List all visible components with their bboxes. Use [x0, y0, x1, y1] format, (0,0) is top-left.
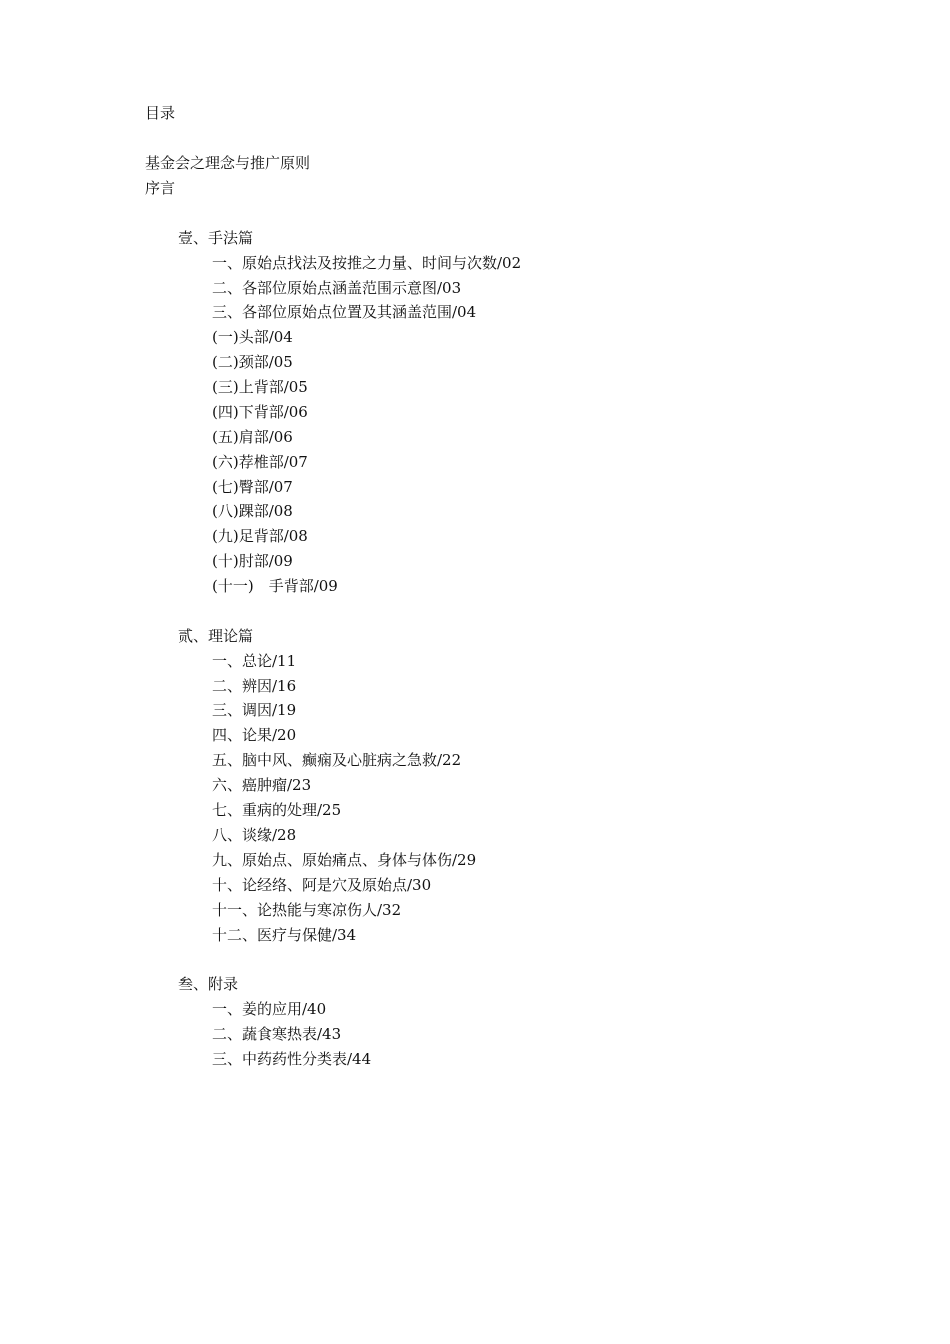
toc-title: 目录 [145, 104, 176, 122]
toc-entry: 十一、论热能与寒凉伤人/32 [212, 901, 402, 919]
toc-entry: (三)上背部/05 [212, 378, 308, 396]
toc-entry: 十、论经络、阿是穴及原始点/30 [212, 876, 432, 894]
front-matter-item: 基金会之理念与推广原则 [145, 154, 311, 172]
section-heading: 叁、附录 [178, 975, 239, 993]
toc-entry: (六)荐椎部/07 [212, 453, 308, 471]
toc-entry: 五、脑中风、癫痫及心脏病之急救/22 [212, 751, 462, 769]
toc-entry: 二、蔬食寒热表/43 [212, 1025, 342, 1043]
toc-entry: (十一) 手背部/09 [212, 577, 338, 595]
toc-entry: 十二、医疗与保健/34 [212, 926, 357, 944]
toc-entry: 一、姜的应用/40 [212, 1000, 327, 1018]
toc-entry: (一)头部/04 [212, 328, 293, 346]
toc-entry: 三、中药药性分类表/44 [212, 1050, 372, 1068]
toc-entry: (九)足背部/08 [212, 527, 308, 545]
toc-entry: 二、各部位原始点涵盖范围示意图/03 [212, 279, 462, 297]
toc-entry: (七)臀部/07 [212, 478, 293, 496]
toc-entry: 一、原始点找法及按推之力量、时间与次数/02 [212, 254, 522, 272]
toc-entry: (二)颈部/05 [212, 353, 293, 371]
toc-entry: (十)肘部/09 [212, 552, 293, 570]
section-heading: 壹、手法篇 [178, 229, 254, 247]
toc-entry: 一、总论/11 [212, 652, 297, 670]
toc-entry: 三、调因/19 [212, 701, 297, 719]
section-heading: 贰、理论篇 [178, 627, 254, 645]
toc-entry: 七、重病的处理/25 [212, 801, 342, 819]
toc-entry: 四、论果/20 [212, 726, 297, 744]
toc-entry: 二、辨因/16 [212, 677, 297, 695]
front-matter-item: 序言 [145, 179, 176, 197]
toc-entry: (四)下背部/06 [212, 403, 308, 421]
toc-entry: 六、癌肿瘤/23 [212, 776, 312, 794]
toc-entry: (八)踝部/08 [212, 502, 293, 520]
toc-entry: (五)肩部/06 [212, 428, 293, 446]
toc-entry: 九、原始点、原始痛点、身体与体伤/29 [212, 851, 477, 869]
toc-entry: 三、各部位原始点位置及其涵盖范围/04 [212, 303, 477, 321]
toc-entry: 八、谈缘/28 [212, 826, 297, 844]
